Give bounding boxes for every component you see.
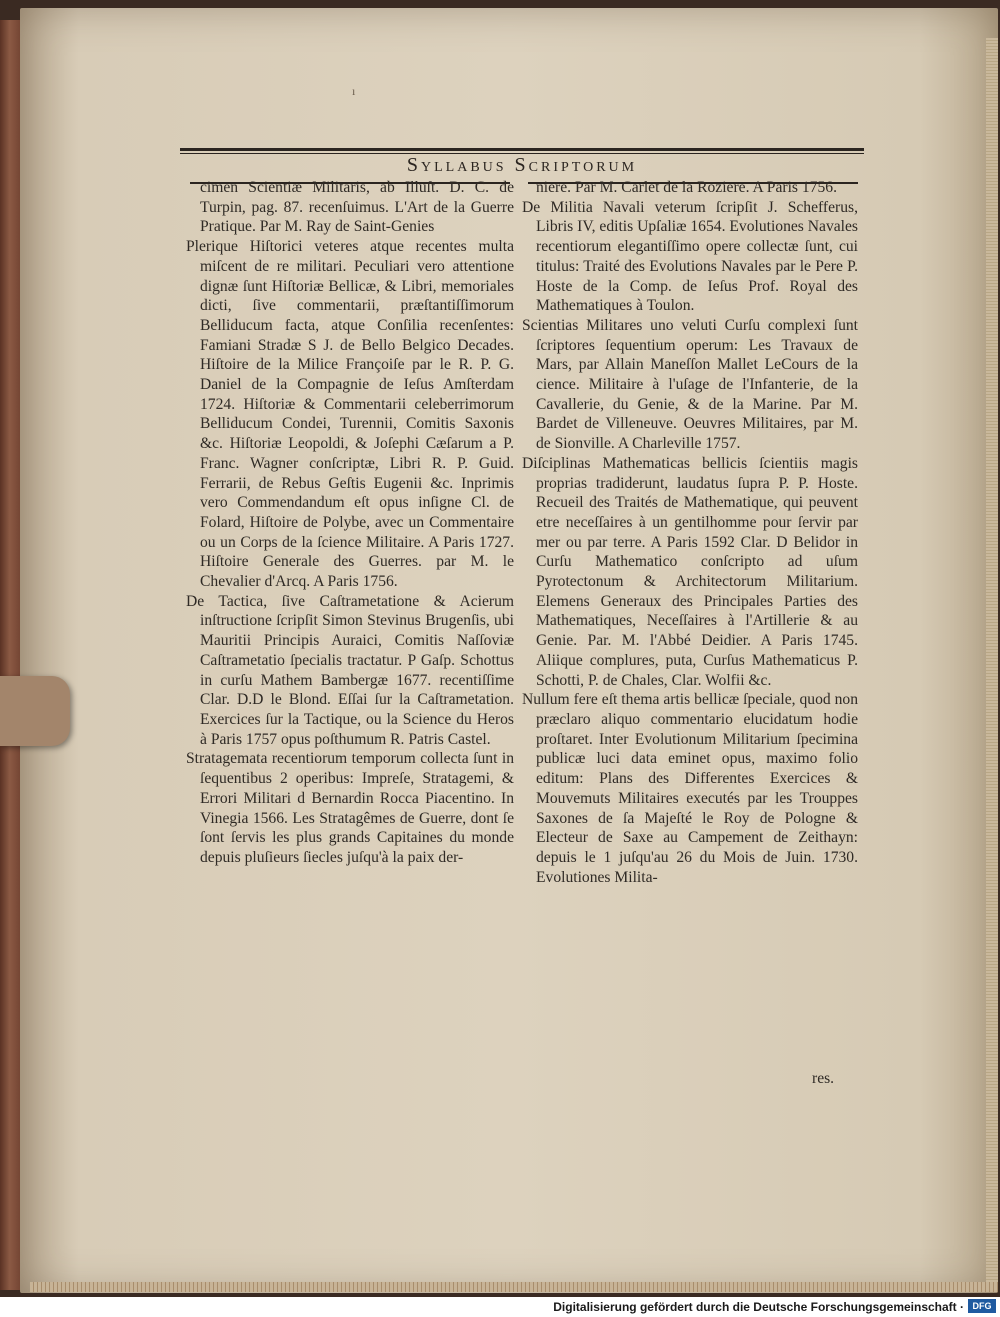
left-column bbox=[186, 178, 514, 868]
right-column bbox=[522, 178, 858, 887]
right-paragraph: Diſciplinas Mathematicas bellicis ſcientiis magis proprias tradiderunt, laudatus ſupra P. P. Hoste. Recueil des Traités de Mathematique, qui peuvent etre neceſſaires à un gentilhomme pour ſervir par mer ou par terre. A Paris 1592 Clar. D Belidor in Curſu Mathematico conſcripto ad uſum Pyrotectonum & Architectorum Militarium. Elemens Generaux des Principales Parties des Mathematiques, Neceſſaires à l'Artillerie & au Genie. Par. M. l'Abbé Deidier. A Paris 1745. Aliique complures, puta, Curſus Mathematicus P. Schotti, P. de Chales, Clar. Wolfii &c. bbox=[522, 454, 858, 689]
footer-credit: Digitalisierung gefördert durch die Deutsche Forschungsgemeinschaft · bbox=[553, 1300, 964, 1314]
page-bottom-edge bbox=[30, 1282, 998, 1292]
left-paragraph: Plerique Hiſtorici veteres atque recentes multa miſcent de re militari. Peculiari vero attentione dignæ ſunt Hiſtoriæ Bellicæ, & Libri, memoriales dicti, ſive commentarii, præſtantiſſimorum Belliducum facta, atque Conſilia recenſentes: Famiani Stradæ S J. de Bello Belgico Decades. Hiſtoire de la Milice Françoiſe par le R. P. G. Daniel de la Compagnie de Ieſus Amſterdam 1724. Hiſtoriæ & Commentarii celeberrimorum Belliducum Condei, Turennii, Comitis Saxonis &c. Hiſtoriæ Leopoldi, & Joſephi Cæſarum a P. Franc. Wagner conſcriptæ, Libri R. P. Guid. Ferrarii, de Rebus Geſtis Eugenii &c. Inprimis vero Commendandum eſt opus inſigne Cl. de Folard, Hiſtoire de Polybe, avec un Commentaire ou un Corps de la ſcience Militaire. A Paris 1727. Hiſtoire Generale des Guerres. par M. le Chevalier d'Arcq. A Paris 1756. bbox=[186, 238, 514, 591]
header-rule-thick bbox=[180, 148, 864, 151]
left-paragraph: De Tactica, ſive Caſtrametatione & Acierum inſtructione ſcripſit Simon Stevinus Brugenſis, ubi Mauritii Principis Auraici, Comitis Naſſoviæ Caſtrametatio ſpecialis tractatur. P Gaſp. Schottus in curſu Mathem Bambergæ 1677. recentiſſime Clar. D.D le Blond. Eſſai ſur la Caſtrametation. Exercices ſur la Tactique, ou la Science du Heros à Paris 1757 opus poſthumum R. Patris Castel. bbox=[186, 592, 514, 748]
right-paragraph: De Militia Navali veterum ſcripſit J. Schefferus, Libris IV, editis Upſaliæ 1654. Evolutiones Navales recentiorum elegantiſſimo opere collectæ ſunt, cui titulus: Traité des Evolutions Navales par le Pere P. Hoste de la Comp. de Ieſus Prof. Royal des Mathematiques à Toulon. bbox=[522, 198, 858, 315]
page-mark: ı bbox=[352, 84, 356, 98]
page-fore-edge bbox=[986, 38, 998, 1288]
left-paragraph: cimen Scientiæ Militaris, ab Illuſt. D. C. de Turpin, pag. 87. recenſuimus. L'Art de la Guerre Pratique. Par M. Ray de Saint-Genies bbox=[200, 179, 514, 236]
right-paragraph: Nullum fere eſt thema artis bellicæ ſpeciale, quod non præclaro aliquo commentario elucidatum hodie proſtaret. Inter Evolutionum Militarium ſpecimina publicæ luci data eminet opus, maximo folio editum: Plans des Differentes Exercices & Mouvemuts Militaires executés par les Trouppes Saxones de ſa Majeſté le Roy de Pologne & Electeur de Saxe au Campement de Zeithayn: depuis le 1 juſqu'au 26 du Mois de Juin. 1730. Evolutiones Milita- bbox=[522, 691, 858, 886]
running-header: Syllabus Scriptorum bbox=[406, 154, 638, 176]
left-paragraph: Stratagemata recentiorum temporum collecta ſunt in ſequentibus 2 operibus: Impreſe, Stratagemi, & Errori Militari d Bernardin Rocca Piacentino. In Vinegia 1566. Les Stratagêmes de Guerre, dont ſe ſont ſervis les plus grands Capitaines du monde depuis pluſieurs ſiecles juſqu'à la paix der- bbox=[186, 750, 514, 866]
right-paragraph: niere. Par M. Carlet de la Roziere. A Paris 1756. bbox=[536, 179, 837, 196]
right-paragraph: Scientias Militares uno veluti Curſu complexi ſunt ſcriptores ſequentium operum: Les Travaux de Mars, par Allain Maneſſon Mallet LeCours de la cience. Militaire à l'uſage de l'Infanterie, de la Cavallerie, du Genie, & de la Marine. Par M. Bardet de Villeneuve. Oeuvres Militaires, par M. de Sionville. A Charleville 1757. bbox=[522, 316, 858, 453]
page-clip bbox=[0, 676, 70, 746]
catchword: res. bbox=[812, 1070, 835, 1087]
dfg-logo-icon: DFG bbox=[968, 1299, 996, 1313]
